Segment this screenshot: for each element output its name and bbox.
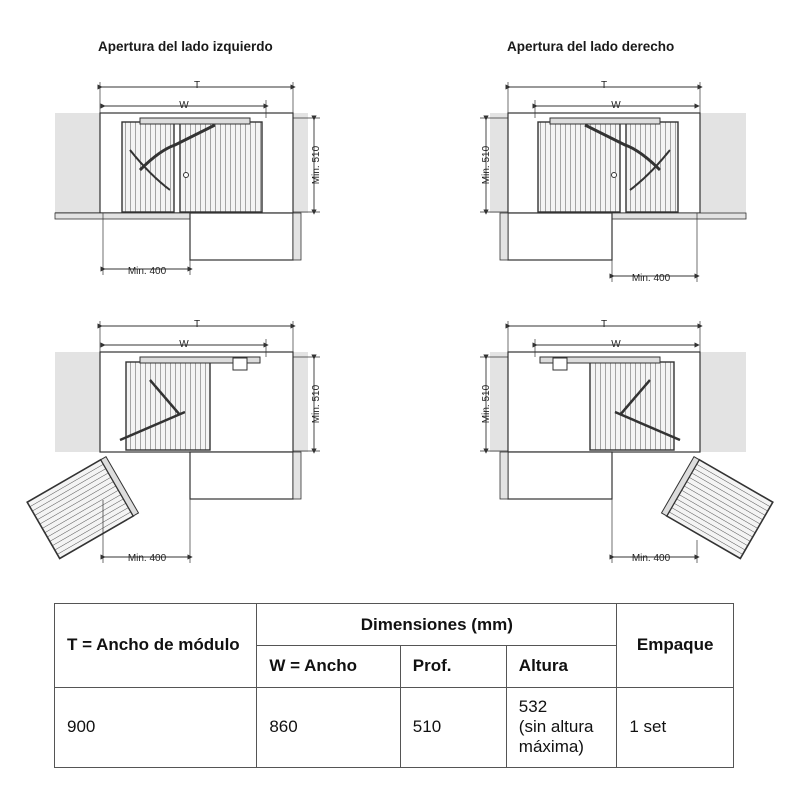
dim-min-width: Min. 400 [631,553,671,564]
dim-min-width: Min. 400 [631,273,671,284]
header-depth: Prof. [400,646,506,687]
basket-swung-out [27,457,138,559]
right-opening-title: Apertura del lado derecho [507,39,675,54]
wall-panel [293,113,308,213]
dim-t: T [600,319,608,330]
side-cabinet [508,452,612,499]
dim-w: W [611,339,621,350]
basket-inner [126,362,210,450]
dim-w: W [179,100,189,111]
cell-width: 860 [257,687,400,768]
dimensions-table [54,603,734,768]
door-panel [612,213,746,219]
dim-min-depth: Min. 510 [481,145,492,185]
wall-panel [490,352,508,452]
cell-height [506,687,617,768]
dim-min-depth: Min. 510 [311,145,322,185]
header-height: Altura [506,646,617,687]
cell-height-note-2: máxima) [518,737,584,757]
side-cabinet [508,213,612,260]
dim-w: W [611,100,621,111]
wall-panel [700,113,746,213]
table-row [55,687,734,768]
diagram-right-closed [480,80,746,284]
dim-min-width: Min. 400 [127,553,167,564]
wall-panel [293,352,308,452]
header-packaging: Empaque [617,604,734,688]
side-cabinet [190,452,293,499]
wall-panel [55,113,100,213]
dim-w: W [179,339,189,350]
dim-min-depth: Min. 510 [481,384,492,424]
cell-module-width: 900 [55,687,257,768]
basket-right [626,122,678,212]
cell-packaging: 1 set [617,687,734,768]
left-opening-title: Apertura del lado izquierdo [98,39,273,54]
cell-height-note-1: (sin altura [518,717,594,737]
basket-inner [590,362,674,450]
side-cabinet [190,213,293,260]
wall-panel [490,113,508,213]
diagram-left-open [27,319,322,564]
diagram-left-closed [55,80,322,277]
diagram-right-open [480,319,773,564]
header-dimensions: Dimensiones (mm) [257,604,617,646]
header-width: W = Ancho [257,646,400,687]
header-module-width: T = Ancho de módulo [55,604,257,688]
dim-min-depth: Min. 510 [311,384,322,424]
basket-swung-out [662,457,773,559]
dim-t: T [193,319,201,330]
dim-t: T [600,80,608,91]
basket-left [122,122,174,212]
dim-min-width: Min. 400 [127,266,167,277]
cell-height-value: 532 [518,697,548,717]
wall-panel [700,352,746,452]
cell-depth: 510 [400,687,506,768]
wall-panel [55,352,100,452]
dim-t: T [193,80,201,91]
door-panel [55,213,190,219]
